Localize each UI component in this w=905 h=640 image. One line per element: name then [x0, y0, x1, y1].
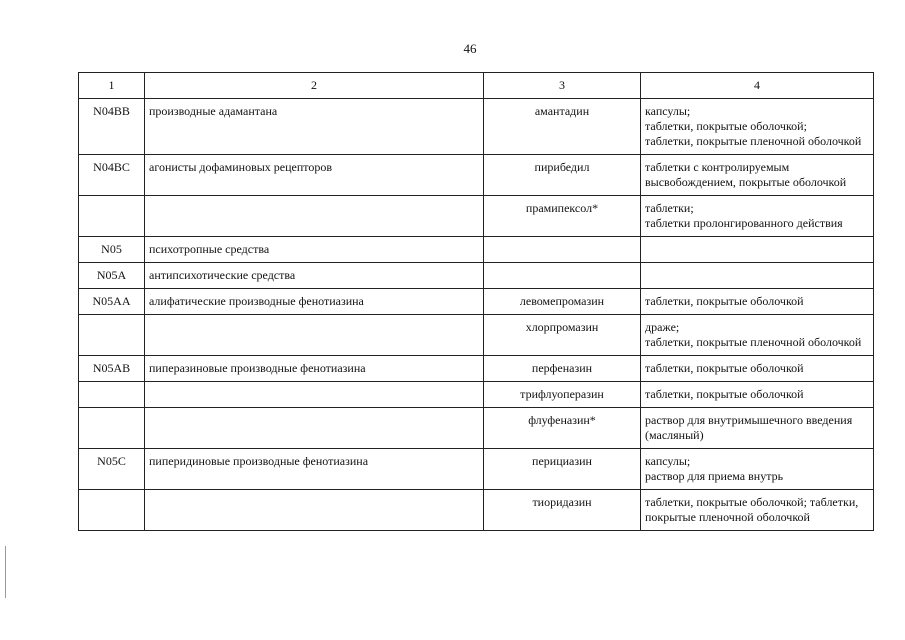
table-row [79, 382, 874, 408]
table-row [79, 449, 874, 490]
cell-code: N04BB [79, 99, 145, 155]
table-row [79, 263, 874, 289]
cell-drug [484, 263, 641, 289]
table-body [79, 99, 874, 531]
cell-forms [641, 263, 874, 289]
cell-code [79, 490, 145, 531]
cell-code [79, 196, 145, 237]
cell-group: пиперидиновые производные фенотиазина [145, 449, 484, 490]
cell-group [145, 408, 484, 449]
header-cell-code: 1 [79, 73, 145, 99]
cell-group: антипсихотические средства [145, 263, 484, 289]
cell-forms: драже; таблетки, покрытые пленочной оболочкой [641, 315, 874, 356]
cell-forms: таблетки, покрытые оболочкой [641, 356, 874, 382]
cell-forms [641, 237, 874, 263]
cell-drug: левомепромазин [484, 289, 641, 315]
cell-group [145, 315, 484, 356]
cell-group [145, 196, 484, 237]
table-row [79, 490, 874, 531]
cell-drug: перициазин [484, 449, 641, 490]
table-row [79, 408, 874, 449]
table-row [79, 155, 874, 196]
table-header-row [79, 73, 874, 99]
cell-group: психотропные средства [145, 237, 484, 263]
cell-forms: таблетки, покрытые оболочкой; таблетки, покрытые пленочной оболочкой [641, 490, 874, 531]
table-row [79, 237, 874, 263]
cell-forms: таблетки, покрытые оболочкой [641, 382, 874, 408]
cell-code: N05AB [79, 356, 145, 382]
cell-forms: таблетки, покрытые оболочкой [641, 289, 874, 315]
cell-drug: хлорпромазин [484, 315, 641, 356]
cell-group: агонисты дофаминовых рецепторов [145, 155, 484, 196]
cell-group [145, 490, 484, 531]
cell-drug [484, 237, 641, 263]
table-row [79, 196, 874, 237]
cell-forms: таблетки с контролируемым высвобождением, покрытые оболочкой [641, 155, 874, 196]
cell-drug: тиоридазин [484, 490, 641, 531]
cell-drug: флуфеназин* [484, 408, 641, 449]
cell-drug: пирибедил [484, 155, 641, 196]
table-row [79, 356, 874, 382]
cell-group [145, 382, 484, 408]
table-row [79, 289, 874, 315]
header-cell-forms: 4 [641, 73, 874, 99]
cell-drug: амантадин [484, 99, 641, 155]
cell-drug: прамипексол* [484, 196, 641, 237]
header-cell-drug: 3 [484, 73, 641, 99]
cell-code: N05C [79, 449, 145, 490]
cell-group: производные адамантана [145, 99, 484, 155]
cell-drug: трифлуоперазин [484, 382, 641, 408]
cell-forms: капсулы; раствор для приема внутрь [641, 449, 874, 490]
cell-forms: капсулы; таблетки, покрытые оболочкой; таблетки, покрытые пленочной оболочкой [641, 99, 874, 155]
cell-code: N04BC [79, 155, 145, 196]
table-row [79, 315, 874, 356]
cell-forms: раствор для внутримышечного введения (масляный) [641, 408, 874, 449]
header-cell-group: 2 [145, 73, 484, 99]
cell-code: N05A [79, 263, 145, 289]
cell-group: алифатические производные фенотиазина [145, 289, 484, 315]
page-number: 46 [463, 41, 477, 56]
cell-drug: перфеназин [484, 356, 641, 382]
cell-code [79, 315, 145, 356]
cell-code: N05AA [79, 289, 145, 315]
cell-code [79, 382, 145, 408]
drug-table [78, 72, 874, 531]
cell-forms: таблетки; таблетки пролонгированного действия [641, 196, 874, 237]
cell-code [79, 408, 145, 449]
cell-group: пиперазиновые производные фенотиазина [145, 356, 484, 382]
cell-code: N05 [79, 237, 145, 263]
margin-mark [5, 546, 6, 598]
table-row [79, 99, 874, 155]
